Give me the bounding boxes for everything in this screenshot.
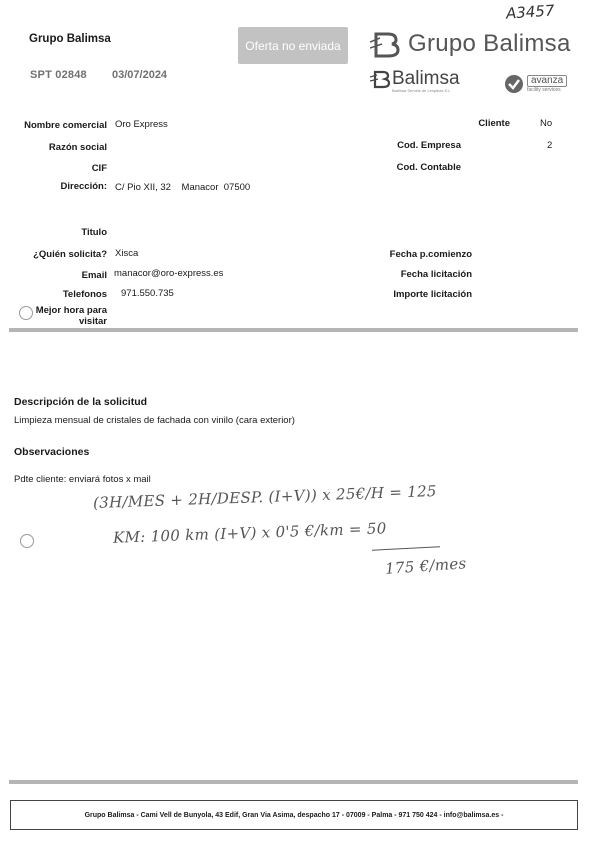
balimsa-logo: [370, 68, 460, 93]
telefonos-value: 971.550.735: [121, 288, 174, 299]
avanza-sub: facility services: [527, 87, 561, 93]
reference-code: SPT 02848: [30, 69, 87, 81]
company-name: Grupo Balimsa: [29, 33, 111, 45]
logo-secondary-sub: Balimsa Serveis de Limpieza S.L.: [392, 88, 452, 93]
solicitud-heading: Descripción de la solicitud: [14, 396, 148, 408]
grupo-balimsa-logo: [370, 30, 571, 58]
handwritten-line-3: 175 €/mes: [384, 554, 468, 578]
logo-secondary-text: Balimsa: [392, 68, 460, 89]
avanza-logo: [504, 74, 567, 94]
razon-social-label: Razón social: [48, 142, 107, 153]
mejor-hora-label-line2: visitar: [79, 316, 107, 327]
fecha-comienzo-label: Fecha p.comienzo: [389, 249, 472, 260]
reference-date: 03/07/2024: [112, 69, 168, 81]
cod-contable-label: Cod. Contable: [396, 162, 461, 173]
footer-box: [10, 800, 578, 830]
observaciones-text: Pdte cliente: enviará fotos x mail: [14, 474, 151, 485]
handwritten-number: A3457: [505, 1, 556, 23]
avanza-text: avanza: [527, 75, 567, 87]
mejor-hora-label: [10, 305, 107, 327]
observaciones-heading: Observaciones: [14, 446, 90, 458]
mejor-hora-label-line1: Mejor hora para: [35, 305, 107, 316]
direccion-value: C/ Pio XII, 32 Manacor 07500: [115, 182, 251, 193]
direccion-label: Dirección:: [60, 181, 107, 192]
footer-text: Grupo Balimsa - Cami Vell de Bunyola, 43 Edif, Gran Via Asima, despacho 17 - 07009 - Palma - 971 750 424 - info@balimsa.es -: [84, 811, 504, 819]
handwritten-line-1: (3H/MES + 2H/DESP. (I+V)) x 25€/H = 125: [92, 482, 438, 512]
offer-status-button[interactable]: Oferta no enviada: [238, 27, 348, 64]
cod-empresa-label: Cod. Empresa: [397, 140, 461, 151]
cliente-value: No: [540, 118, 553, 129]
quien-solicita-label: ¿Quién solicita?: [33, 249, 107, 260]
email-value[interactable]: manacor@oro-express.es: [114, 268, 224, 279]
cliente-label: Cliente: [478, 118, 510, 129]
handwritten-underline: [372, 546, 440, 551]
balimsa-small-b-icon: [370, 69, 392, 89]
logo-main-text: Grupo Balimsa: [408, 30, 571, 57]
notes-radio[interactable]: [20, 534, 34, 548]
balimsa-b-icon: [370, 30, 404, 58]
email-label: Email: [81, 270, 107, 281]
footer-divider: [9, 780, 578, 784]
avanza-check-icon: [504, 74, 524, 94]
handwritten-line-2: KM: 100 km (I+V) x 0'5 €/km = 50: [112, 519, 387, 547]
cif-label: CIF: [91, 163, 107, 174]
telefonos-label: Telefonos: [62, 289, 107, 300]
nombre-comercial-value: Oro Express: [115, 119, 168, 130]
fecha-licitacion-label: Fecha licitación: [400, 269, 472, 280]
titulo-label: Titulo: [81, 227, 107, 238]
nombre-comercial-label: Nombre comercial: [24, 120, 107, 131]
solicitud-text: Limpieza mensual de cristales de fachada con vinilo (cara exterior): [14, 415, 295, 426]
section-divider: [9, 328, 578, 332]
quien-solicita-value: Xisca: [115, 248, 139, 259]
cod-empresa-value: 2: [547, 140, 553, 151]
importe-licitacion-label: Importe licitación: [393, 289, 472, 300]
